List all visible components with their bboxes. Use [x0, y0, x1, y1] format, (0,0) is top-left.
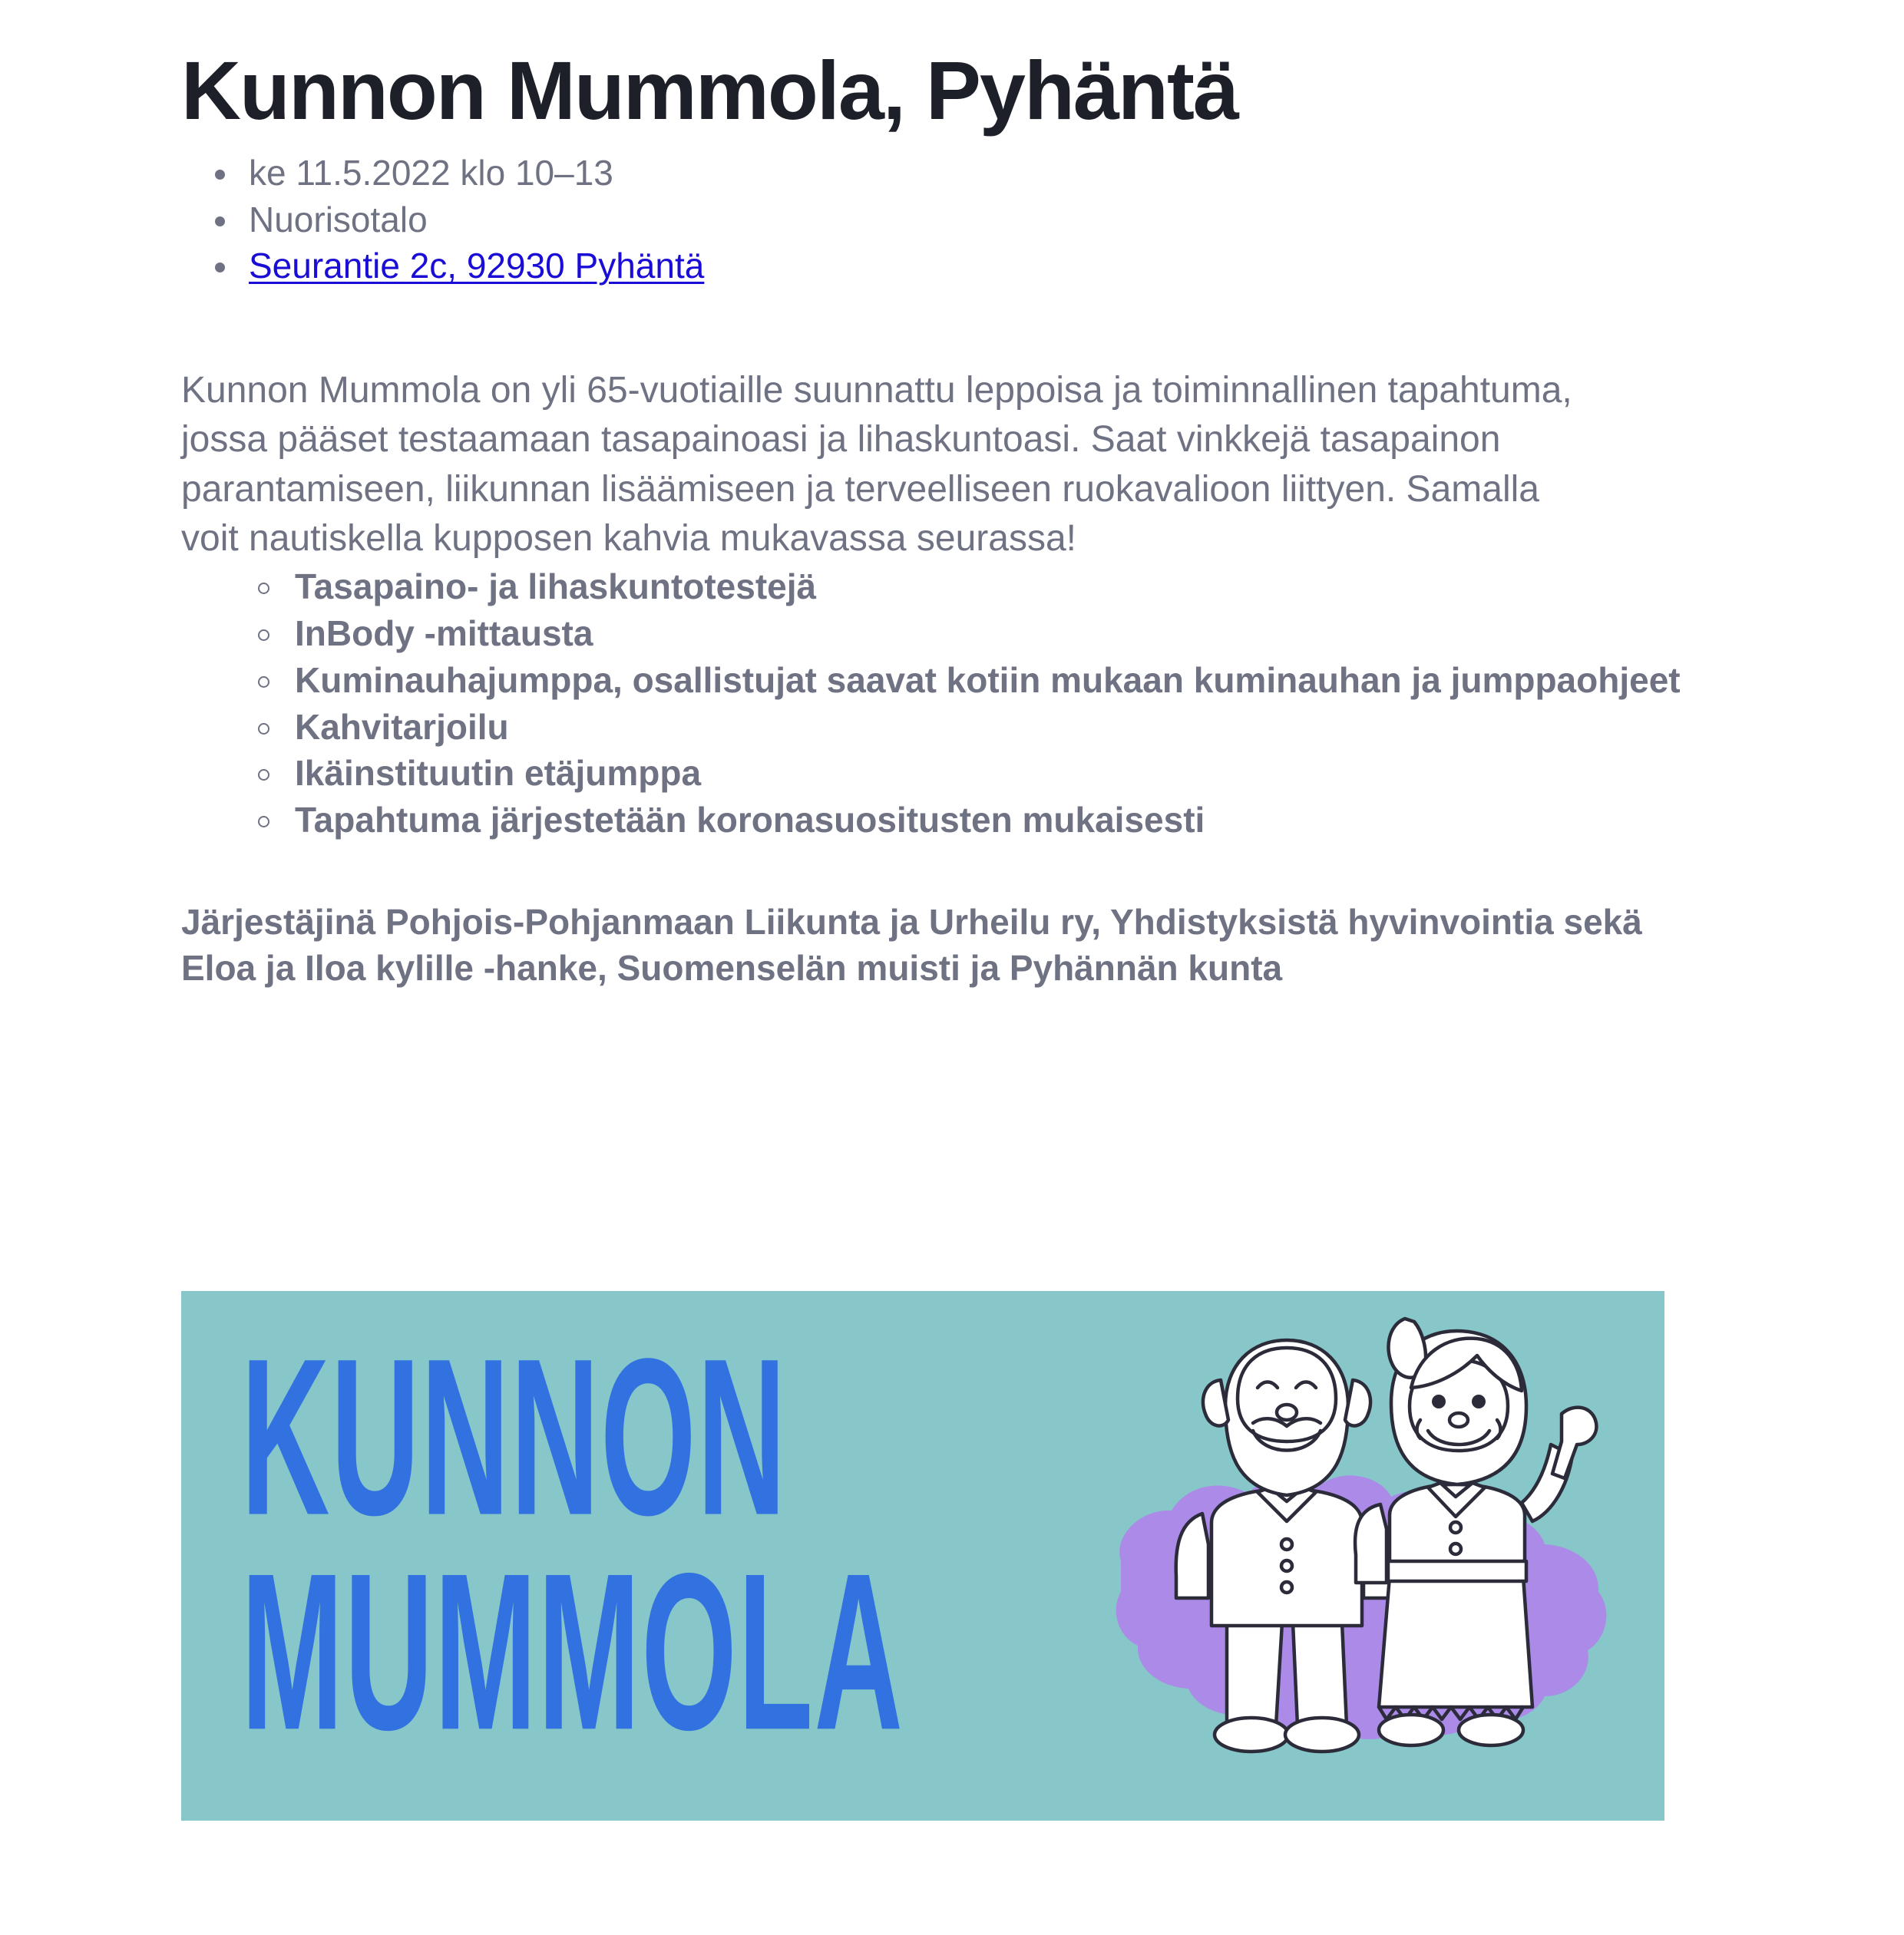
program-list [181, 563, 1750, 843]
event-banner-image [181, 1291, 1664, 1821]
banner-wordmark [241, 1312, 904, 1777]
event-datetime: ke 11.5.2022 klo 10–13 [249, 152, 613, 193]
list-item-datetime [181, 150, 1750, 196]
event-venue: Nuorisotalo [249, 199, 428, 239]
grandpa-left-leg [1227, 1623, 1282, 1725]
list-item: Tapahtuma järjestetään koronasuositusten mukaisesti [181, 797, 1750, 844]
grandma-left-arm [1355, 1504, 1387, 1583]
list-item-venue [181, 196, 1750, 243]
grandpa-button-1 [1281, 1539, 1292, 1550]
banner-wordmark-line-1: KUNNON [241, 1312, 788, 1563]
grandpa-button-2 [1281, 1560, 1292, 1571]
list-item: Kuminauhajumppa, osallistujat saavat kotiin mukaan kuminauhan ja jumppaohjeet [181, 657, 1750, 704]
event-address-link[interactable]: Seurantie 2c, 92930 Pyhäntä [249, 246, 705, 286]
banner-wordmark-line-2: MUMMOLA [241, 1527, 904, 1777]
grandma-left-shoe [1379, 1715, 1443, 1745]
grandma-eye-left [1432, 1395, 1446, 1408]
list-item: Ikäinstituutin etäjumppa [181, 750, 1750, 797]
grandpa-nose [1277, 1405, 1297, 1420]
intro-paragraph: Kunnon Mummola on yli 65-vuotiaille suunnattu leppoisa ja toiminnallinen tapahtuma, jossa pääset testaamaan tasapainoasi ja lihaskuntoasi. Saat vinkkejä tasapainon parantamiseen, liikunnan lisäämiseen ja terveelliseen ruokavalioon liittyen. Samalla voit nautiskella kupposen kahvia mukavassa seurassa! [181, 370, 1572, 560]
organizers-paragraph: Järjestäjinä Pohjois-Pohjanmaan Liikunta ja Urheilu ry, Yhdistyksistä hyvinvointia sekä Eloa ja Iloa kylille -hanke, Suomenselän muisti ja Pyhännän kunta [181, 901, 1642, 989]
page-title: Kunnon Mummola, Pyhäntä [181, 44, 1238, 137]
grandma-skirt [1379, 1577, 1532, 1707]
grandpa-right-shoe [1285, 1718, 1359, 1752]
elderly-couple-illustration [1073, 1291, 1657, 1821]
grandpa-hair-right [1345, 1380, 1370, 1426]
grandma-button-1 [1450, 1522, 1461, 1533]
event-meta-list [181, 150, 1750, 289]
grandpa-right-leg [1293, 1623, 1347, 1725]
list-item-address [181, 243, 1750, 289]
grandma-button-2 [1450, 1544, 1461, 1554]
grandma-right-shoe [1459, 1715, 1523, 1745]
grandpa-left-shoe [1215, 1718, 1288, 1752]
list-item: InBody -mittausta [181, 610, 1750, 657]
grandma-eye-right [1472, 1395, 1486, 1408]
grandpa-hair-left [1203, 1380, 1228, 1426]
grandma-spoon [1552, 1408, 1596, 1478]
grandma-belt [1388, 1561, 1526, 1581]
grandpa-button-3 [1281, 1582, 1292, 1593]
list-item: Tasapaino- ja lihaskuntotestejä [181, 563, 1750, 610]
list-item: Kahvitarjoilu [181, 704, 1750, 751]
grandma-nose [1449, 1413, 1468, 1427]
